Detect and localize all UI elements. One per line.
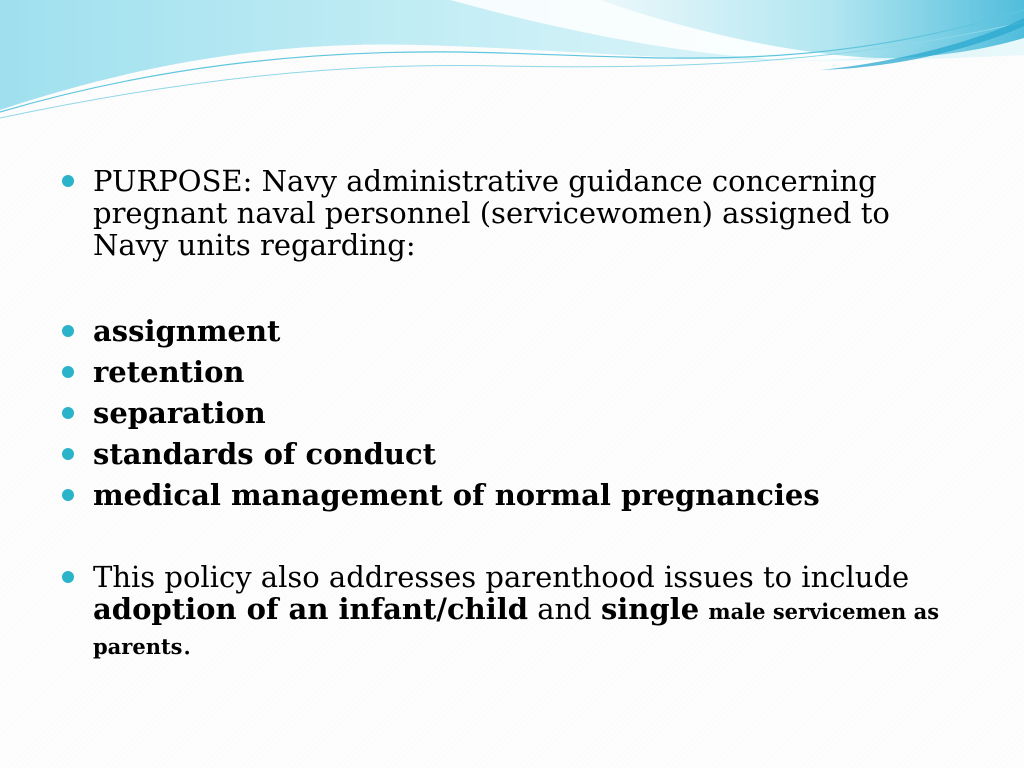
- topic-text: separation: [93, 396, 266, 430]
- purpose-text: PURPOSE: Navy administrative guidance concerning pregnant naval personnel (servicewomen) assigned to Navy units regarding:: [93, 164, 890, 262]
- policy-single-bold: single: [600, 592, 700, 626]
- topic-text: standards of conduct: [93, 437, 437, 471]
- topic-text: medical management of normal pregnancies: [93, 478, 820, 512]
- bullet-dot-icon: [62, 175, 74, 187]
- bullet-dot-icon: [62, 407, 74, 419]
- policy-adoption-bold: adoption of an infant/child: [93, 592, 528, 626]
- decorative-wave-banner: [0, 0, 1024, 130]
- policy-text-part3: [699, 592, 708, 626]
- policy-period: .: [182, 627, 192, 661]
- policy-male-servicemen-bold: male servicemen as parents: [93, 599, 940, 659]
- policy-text-part1: This policy also addresses parenthood issues to include: [93, 560, 910, 594]
- bullet-dot-icon: [62, 489, 74, 501]
- bullet-dot-icon: [62, 325, 74, 337]
- policy-bullet: [62, 561, 962, 663]
- policy-text-part2: and: [528, 592, 601, 626]
- bullet-dot-icon: [62, 448, 74, 460]
- topic-assignment: [62, 315, 962, 347]
- topic-medical-management: [62, 479, 962, 511]
- topic-text: retention: [93, 355, 245, 389]
- topic-retention: [62, 356, 962, 388]
- bullet-dot-icon: [62, 366, 74, 378]
- topic-separation: [62, 397, 962, 429]
- purpose-bullet: [62, 165, 962, 261]
- topic-standards-of-conduct: [62, 438, 962, 470]
- bullet-dot-icon: [62, 571, 74, 583]
- slide-body: [62, 165, 962, 663]
- topic-text: assignment: [93, 314, 281, 348]
